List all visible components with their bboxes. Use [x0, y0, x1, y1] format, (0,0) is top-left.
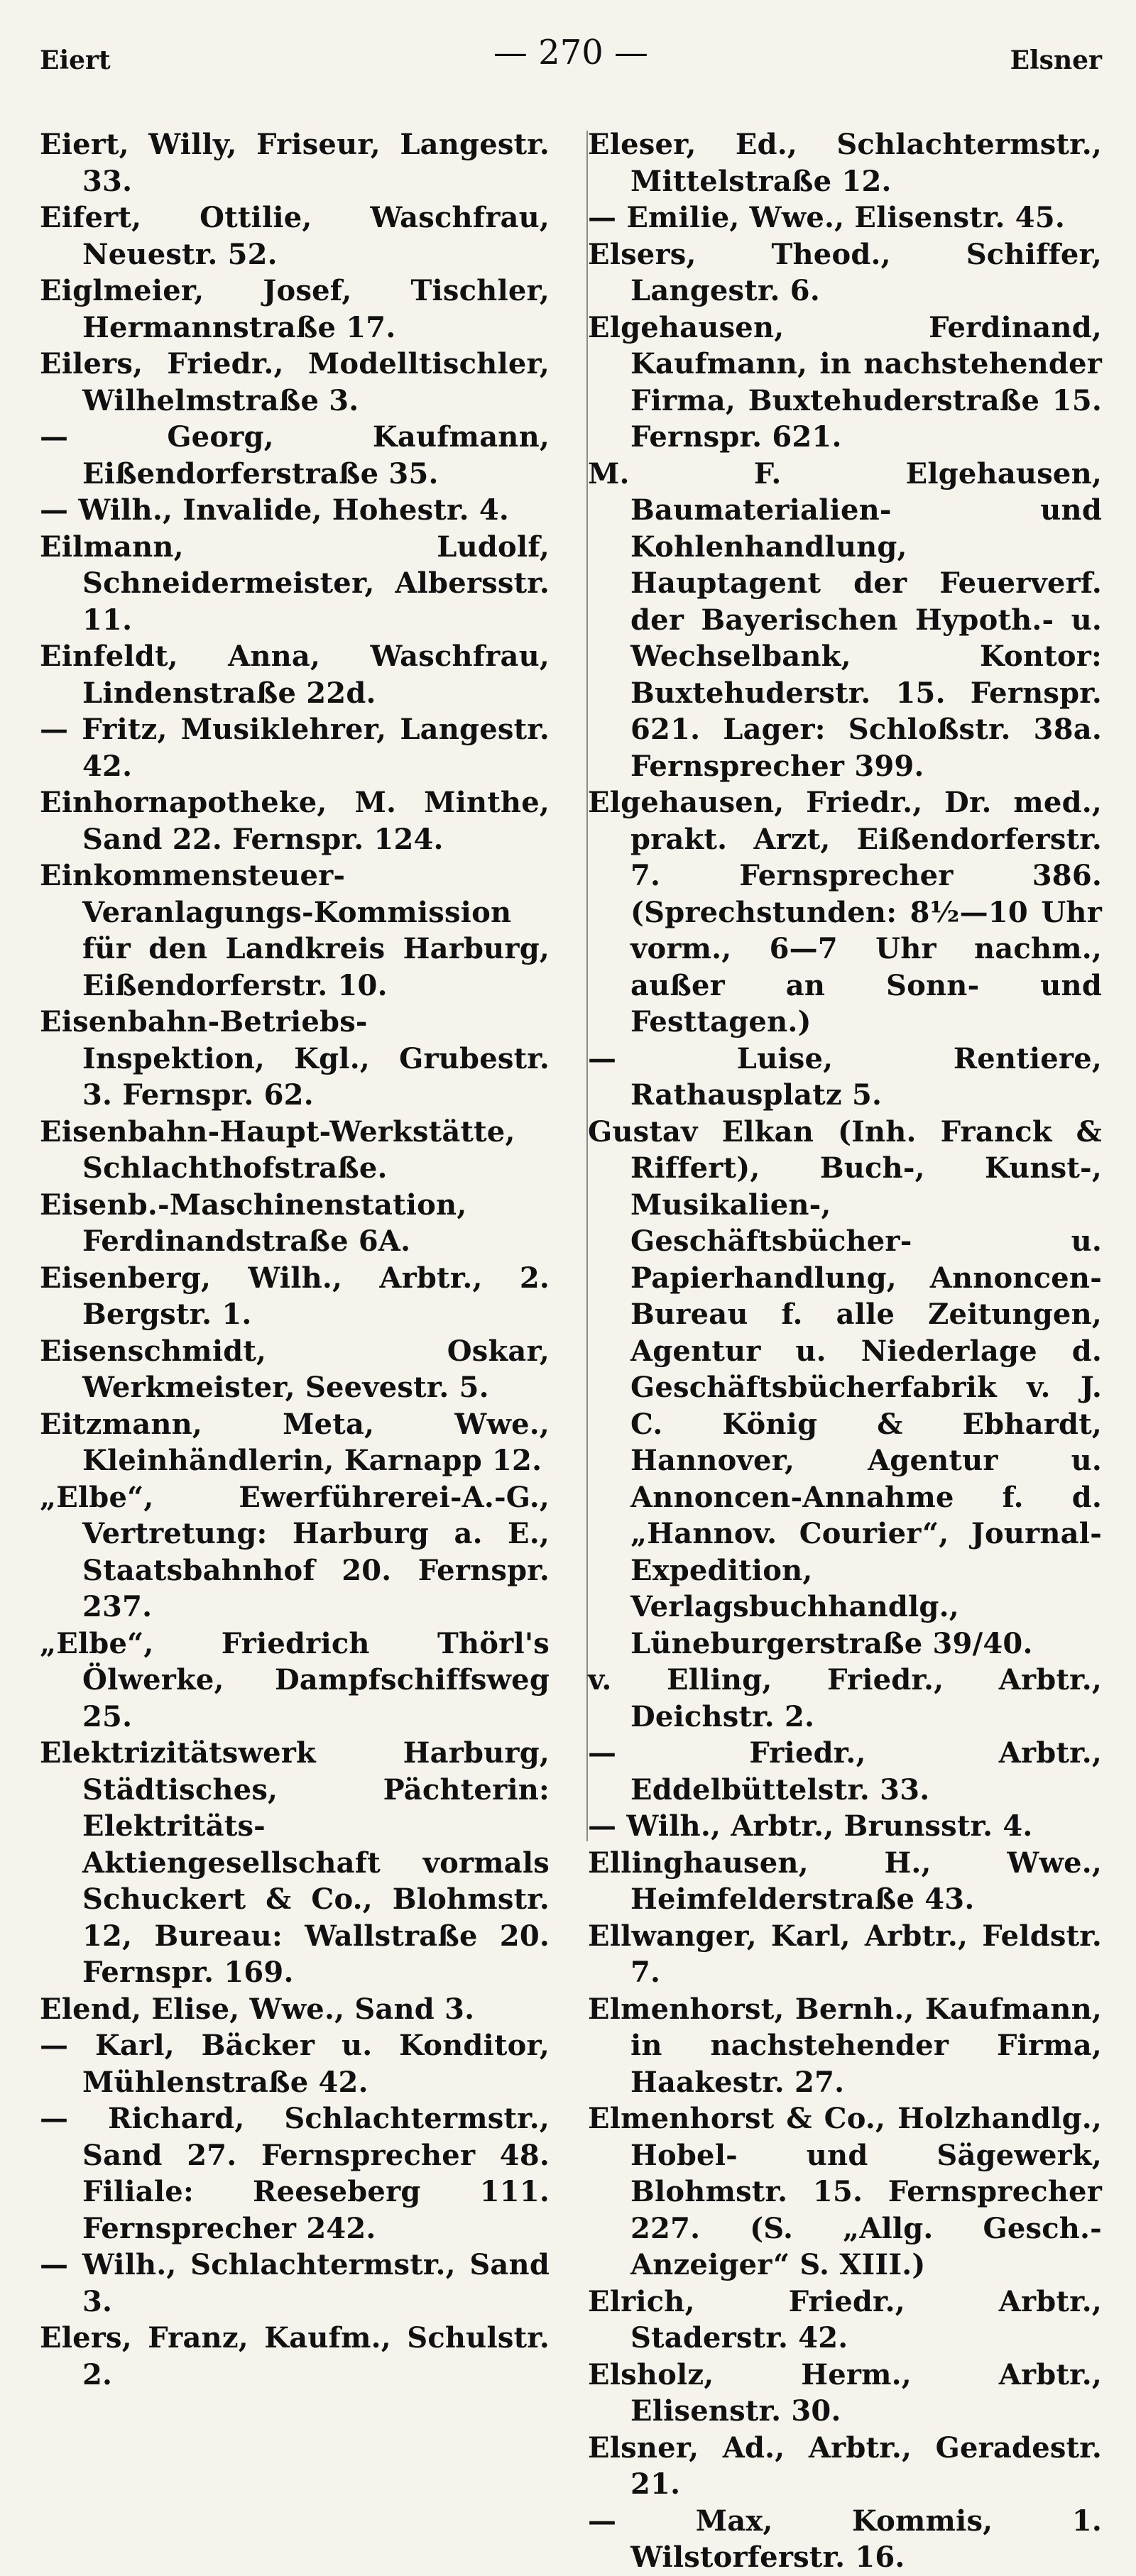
- directory-entry: Elers, Franz, Kaufm., Schulstr. 2.: [40, 2321, 550, 2391]
- directory-entry: Gustav Elkan (Inh. Franck & Riffert), Buch-, Kunst-, Musikalien-, Geschäftsbücher- u. Papierhandlung, Annoncen-Bureau f. alle Zeitungen, Agentur u. Niederlage d. Geschäftsbücherfabrik v. J. C. König & Ebhardt, Hannover, Agentur u. Annoncen-Annahme f. d. „Hannov. Courier“, Journal-Expedition, Verlagsbuchhandlg., Lüneburgerstraße 39/40.: [588, 1114, 1102, 1660]
- directory-entry: Elmenhorst, Bernh., Kaufmann, in nachstehender Firma, Haakestr. 27.: [588, 1992, 1102, 2099]
- header-right-keyword: Elsner: [1010, 45, 1102, 75]
- directory-entry: Eiert, Willy, Friseur, Langestr. 33.: [40, 128, 550, 198]
- page-number: — 270 —: [493, 33, 649, 72]
- directory-entry: Eitzmann, Meta, Wwe., Kleinhändlerin, Karnapp 12.: [40, 1407, 550, 1477]
- directory-entry: „Elbe“, Ewerführerei-A.-G., Vertretung: Harburg a. E., Staatsbahnhof 20. Fernspr. 237.: [40, 1480, 550, 1623]
- page-header: [40, 27, 1102, 77]
- directory-entry: — Wilh., Arbtr., Brunsstr. 4.: [588, 1809, 1033, 1843]
- directory-entry: Elend, Elise, Wwe., Sand 3.: [40, 1992, 475, 2026]
- directory-entry: Eisenberg, Wilh., Arbtr., 2. Bergstr. 1.: [40, 1261, 550, 1331]
- directory-entry: Elmenhorst & Co., Holzhandlg., Hobel- und Sägewerk, Blohmstr. 15. Fernsprecher 227. (S. „Allg. Gesch.-Anzeiger“ S. XIII.): [588, 2102, 1102, 2281]
- directory-entry: — Karl, Bäcker u. Konditor, Mühlenstraße 42.: [40, 2029, 550, 2099]
- directory-entry: — Emilie, Wwe., Elisenstr. 45.: [588, 201, 1065, 234]
- column-divider: [586, 131, 588, 1841]
- directory-entry: Elsholz, Herm., Arbtr., Elisenstr. 30.: [588, 2357, 1102, 2428]
- directory-entry: Einhornapotheke, M. Minthe, Sand 22. Fernspr. 124.: [40, 786, 550, 856]
- directory-entry: — Wilh., Invalide, Hohestr. 4.: [40, 493, 510, 527]
- directory-entry: Eisenb.-Maschinenstation, Ferdinandstraße 6A.: [40, 1188, 467, 1258]
- directory-entry: Elrich, Friedr., Arbtr., Staderstr. 42.: [588, 2284, 1102, 2355]
- directory-entry: Eifert, Ottilie, Waschfrau, Neuestr. 52.: [40, 201, 550, 271]
- directory-entry: Elektrizitätswerk Harburg, Städtisches, Pächterin: Elektritäts-Aktiengesellschaft vormals Schuckert & Co., Blohmstr. 12, Bureau: Wallstraße 20. Fernspr. 169.: [40, 1736, 550, 1989]
- directory-entry: v. Elling, Friedr., Arbtr., Deichstr. 2.: [588, 1663, 1102, 1733]
- directory-entry: Ellinghausen, H., Wwe., Heimfelderstraße 43.: [588, 1846, 1102, 1916]
- directory-entry: — Luise, Rentiere, Rathausplatz 5.: [588, 1041, 1102, 1112]
- directory-entry: Eisenbahn-Betriebs-Inspektion, Kgl., Grubestr. 3. Fernspr. 62.: [40, 1005, 550, 1112]
- right-column: [577, 126, 1102, 2574]
- directory-entry: Elsner, Ad., Arbtr., Geradestr. 21.: [588, 2430, 1102, 2501]
- directory-entry: — Friedr., Arbtr., Eddelbüttelstr. 33.: [588, 1736, 1102, 1807]
- directory-entry: Eilers, Friedr., Modelltischler, Wilhelmstraße 3.: [40, 347, 550, 417]
- left-column: [40, 126, 565, 2391]
- directory-entry: — Richard, Schlachtermstr., Sand 27. Fernsprecher 48. Filiale: Reeseberg 111. Fernsprecher 242.: [40, 2102, 550, 2245]
- directory-entry: — Georg, Kaufmann, Eißendorferstraße 35.: [40, 420, 550, 490]
- directory-entry: Einfeldt, Anna, Waschfrau, Lindenstraße 22d.: [40, 640, 550, 710]
- directory-entry: Elsers, Theod., Schiffer, Langestr. 6.: [588, 237, 1102, 307]
- directory-entry: „Elbe“, Friedrich Thörl's Ölwerke, Dampfschiffsweg 25.: [40, 1626, 550, 1733]
- directory-columns: [40, 126, 1102, 2574]
- directory-entry: Eilmann, Ludolf, Schneidermeister, Albersstr. 11.: [40, 530, 550, 637]
- directory-entry: Eisenbahn-Haupt-Werkstätte, Schlachthofstraße.: [40, 1114, 515, 1185]
- directory-entry: Eleser, Ed., Schlachtermstr., Mittelstraße 12.: [588, 128, 1102, 198]
- directory-entry: Elgehausen, Friedr., Dr. med., prakt. Arzt, Eißendorferstr. 7. Fernsprecher 386. (Sprechstunden: 8½—10 Uhr vorm., 6—7 Uhr nachm., außer an Sonn- und Festtagen.): [588, 786, 1102, 1038]
- directory-entry: Eisenschmidt, Oskar, Werkmeister, Seevestr. 5.: [40, 1334, 550, 1404]
- directory-entry: — Max, Kommis, 1. Wilstorferstr. 16.: [588, 2504, 1102, 2574]
- directory-entry: Ellwanger, Karl, Arbtr., Feldstr. 7.: [588, 1919, 1102, 1989]
- directory-entry: M. F. Elgehausen, Baumaterialien- und Kohlenhandlung, Hauptagent der Feuerverf. der Bayerischen Hypoth.- u. Wechselbank, Kontor: Buxtehuderstr. 15. Fernspr. 621. Lager: Schloßstr. 38a. Fernsprecher 399.: [588, 456, 1102, 783]
- directory-entry: Eiglmeier, Josef, Tischler, Hermannstraße 17.: [40, 274, 550, 344]
- directory-entry: — Wilh., Schlachtermstr., Sand 3.: [40, 2248, 550, 2318]
- directory-entry: Einkommensteuer-Veranlagungs-Kommission für den Landkreis Harburg, Eißendorferstr. 10.: [40, 859, 550, 1002]
- header-left-keyword: Eiert: [40, 45, 111, 75]
- directory-entry: Elgehausen, Ferdinand, Kaufmann, in nachstehender Firma, Buxtehuderstraße 15. Fernspr. 621.: [588, 310, 1102, 454]
- directory-entry: — Fritz, Musiklehrer, Langestr. 42.: [40, 713, 550, 783]
